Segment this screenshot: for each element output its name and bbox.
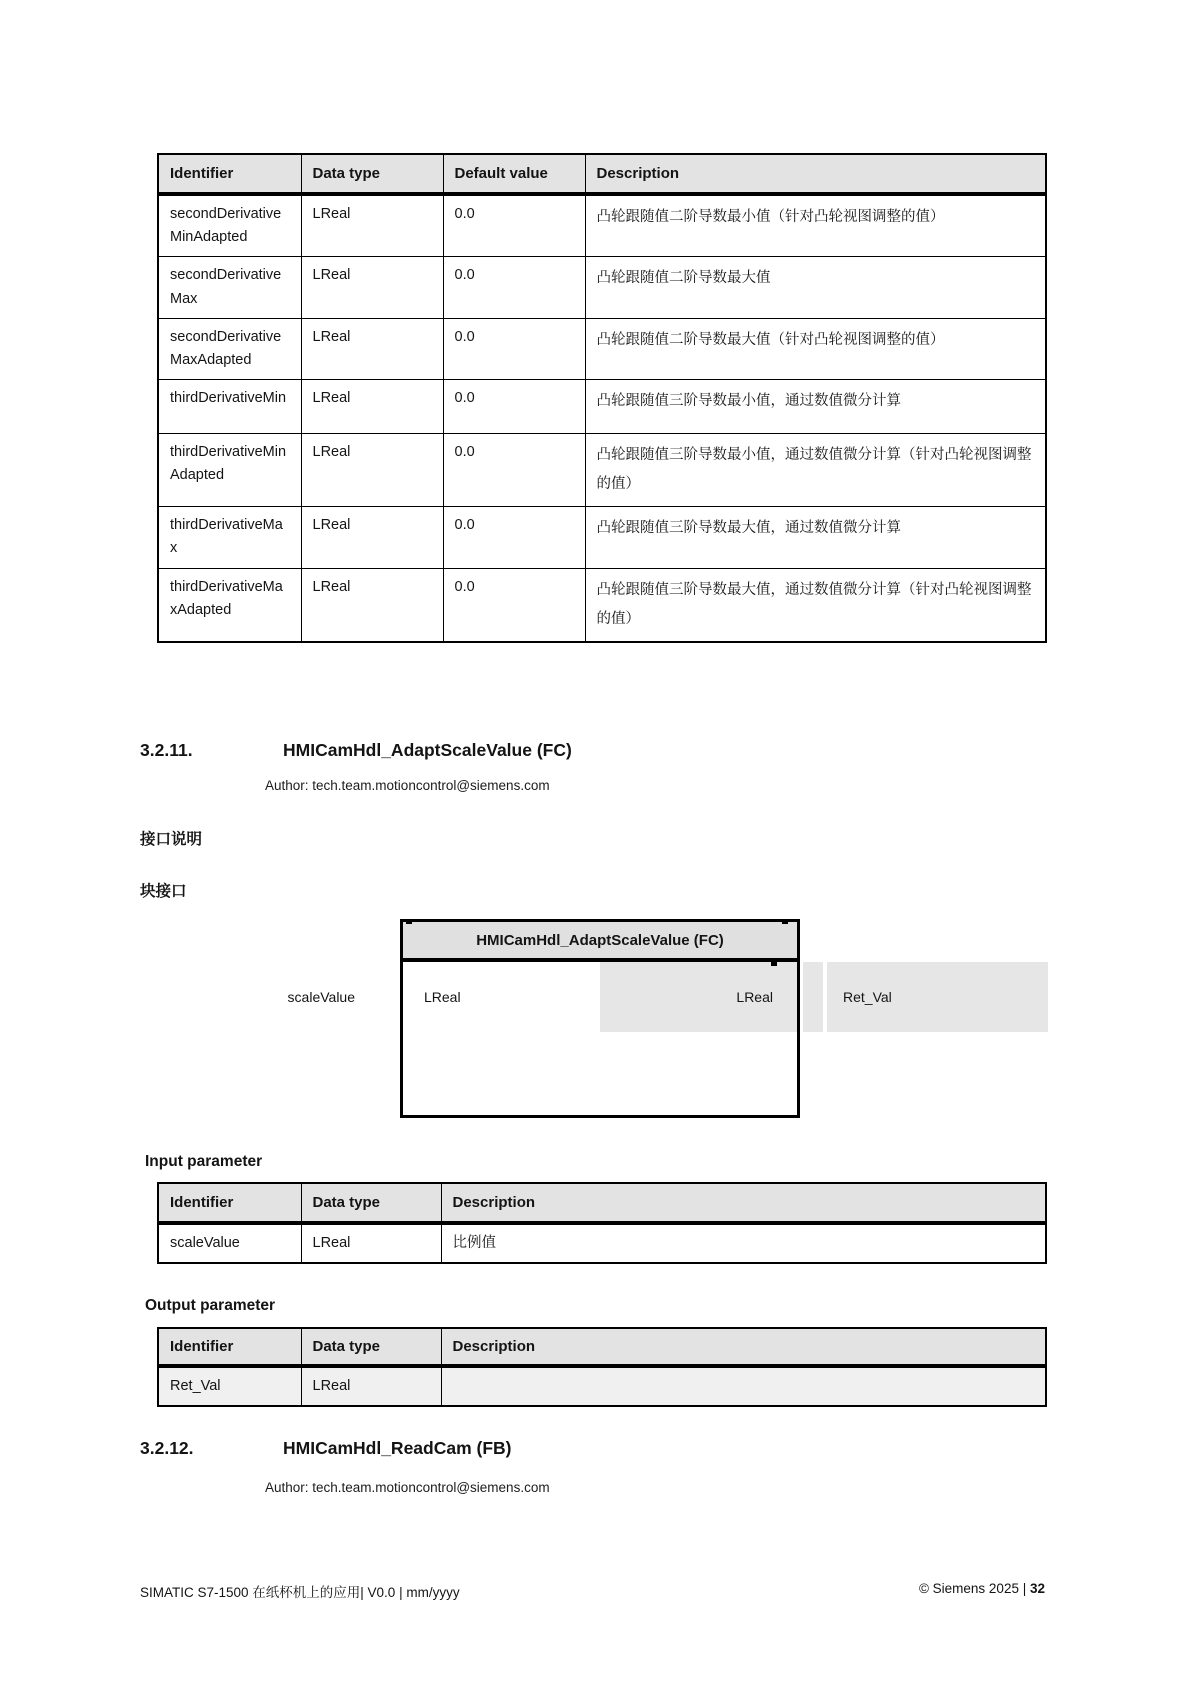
cell-data-type: LReal xyxy=(301,194,443,257)
cell-description: 凸轮跟随值三阶导数最大值，通过数值微分计算（针对凸轮视图调整的值） xyxy=(585,568,1046,642)
pin-box-divider xyxy=(823,962,827,1032)
table-header-row xyxy=(158,1183,1046,1223)
cell-description xyxy=(441,1366,1046,1406)
cell-default-value: 0.0 xyxy=(443,507,585,568)
table-row xyxy=(158,507,1046,568)
column-header-data-type: Data type xyxy=(301,1183,441,1223)
footer-page-number: 32 xyxy=(1029,1581,1045,1596)
cell-description: 凸轮跟随值三阶导数最小值，通过数值微分计算 xyxy=(585,380,1046,434)
anchor-tick xyxy=(782,920,788,924)
cell-description: 凸轮跟随值三阶导数最小值，通过数值微分计算（针对凸轮视图调整的值） xyxy=(585,434,1046,507)
column-header-default-value: Default value xyxy=(443,154,585,194)
cell-default-value: 0.0 xyxy=(443,568,585,642)
derivative-parameter-table xyxy=(157,153,1047,643)
cell-description: 比例值 xyxy=(441,1223,1046,1263)
column-header-description: Description xyxy=(441,1328,1046,1366)
table-row xyxy=(158,1223,1046,1263)
footer-copyright-text: © Siemens 2025 | xyxy=(918,1581,1030,1596)
author-line: Author: tech.team.motioncontrol@siemens.com xyxy=(265,778,550,793)
section-title: HMICamHdl_AdaptScaleValue (FC) xyxy=(283,740,572,760)
footer-document-info: SIMATIC S7-1500 在纸杯机上的应用| V0.0 | mm/yyyy xyxy=(140,1585,460,1600)
cell-default-value: 0.0 xyxy=(443,318,585,379)
cell-data-type: LReal xyxy=(301,1223,441,1263)
table-row xyxy=(158,568,1046,642)
cell-data-type: LReal xyxy=(301,380,443,434)
column-header-identifier: Identifier xyxy=(158,1328,301,1366)
footer-copyright xyxy=(700,1581,1045,1596)
table-header-row xyxy=(158,1328,1046,1366)
cell-data-type: LReal xyxy=(301,568,443,642)
interface-description-heading: 接口说明 xyxy=(140,831,203,848)
input-pin-type: LReal xyxy=(424,989,461,1005)
cell-identifier: thirdDerivativeMax xyxy=(158,507,301,568)
cell-data-type: LReal xyxy=(301,1366,441,1406)
cell-identifier: scaleValue xyxy=(158,1223,301,1263)
table-row xyxy=(158,434,1046,507)
cell-identifier: thirdDerivativeMin xyxy=(158,380,301,434)
output-parameter-heading: Output parameter xyxy=(145,1297,276,1314)
column-header-identifier: Identifier xyxy=(158,154,301,194)
author-line: Author: tech.team.motioncontrol@siemens.com xyxy=(265,1480,550,1495)
cell-identifier: secondDerivativeMinAdapted xyxy=(158,194,301,257)
output-pin-type-box: LReal xyxy=(600,962,797,1032)
section-number: 3.2.11. xyxy=(140,740,193,760)
cell-description: 凸轮跟随值二阶导数最大值 xyxy=(585,257,1046,318)
column-header-description: Description xyxy=(441,1183,1046,1223)
cell-identifier: thirdDerivativeMaxAdapted xyxy=(158,568,301,642)
table-row xyxy=(158,1366,1046,1406)
cell-default-value: 0.0 xyxy=(443,194,585,257)
cell-data-type: LReal xyxy=(301,507,443,568)
input-pin-name: scaleValue xyxy=(287,989,355,1005)
cell-default-value: 0.0 xyxy=(443,434,585,507)
block-interface-heading: 块接口 xyxy=(140,883,187,900)
table-header-row xyxy=(158,154,1046,194)
section-heading-adapt-scale-value xyxy=(140,740,572,761)
cell-data-type: LReal xyxy=(301,257,443,318)
anchor-tick xyxy=(406,920,412,924)
section-heading-read-cam xyxy=(140,1438,512,1459)
column-header-identifier: Identifier xyxy=(158,1183,301,1223)
block-title-bar: HMICamHdl_AdaptScaleValue (FC) xyxy=(400,919,800,962)
table-row xyxy=(158,318,1046,379)
cell-data-type: LReal xyxy=(301,318,443,379)
section-number: 3.2.12. xyxy=(140,1438,194,1458)
section-title: HMICamHdl_ReadCam (FB) xyxy=(283,1438,512,1458)
cell-identifier: secondDerivativeMax xyxy=(158,257,301,318)
cell-identifier: Ret_Val xyxy=(158,1366,301,1406)
output-pin-name-box: Ret_Val xyxy=(803,962,1048,1032)
input-parameter-heading: Input parameter xyxy=(145,1153,263,1170)
cell-description: 凸轮跟随值三阶导数最大值，通过数值微分计算 xyxy=(585,507,1046,568)
column-header-description: Description xyxy=(585,154,1046,194)
table-row xyxy=(158,194,1046,257)
cell-default-value: 0.0 xyxy=(443,380,585,434)
input-parameter-table xyxy=(157,1182,1047,1264)
cell-data-type: LReal xyxy=(301,434,443,507)
cell-description: 凸轮跟随值二阶导数最小值（针对凸轮视图调整的值） xyxy=(585,194,1046,257)
column-header-data-type: Data type xyxy=(301,154,443,194)
table-row xyxy=(158,257,1046,318)
table-row xyxy=(158,380,1046,434)
cell-identifier: thirdDerivativeMinAdapted xyxy=(158,434,301,507)
output-parameter-table xyxy=(157,1327,1047,1407)
cell-default-value: 0.0 xyxy=(443,257,585,318)
cell-identifier: secondDerivativeMaxAdapted xyxy=(158,318,301,379)
anchor-tick xyxy=(771,962,777,966)
cell-description: 凸轮跟随值二阶导数最大值（针对凸轮视图调整的值） xyxy=(585,318,1046,379)
column-header-data-type: Data type xyxy=(301,1328,441,1366)
